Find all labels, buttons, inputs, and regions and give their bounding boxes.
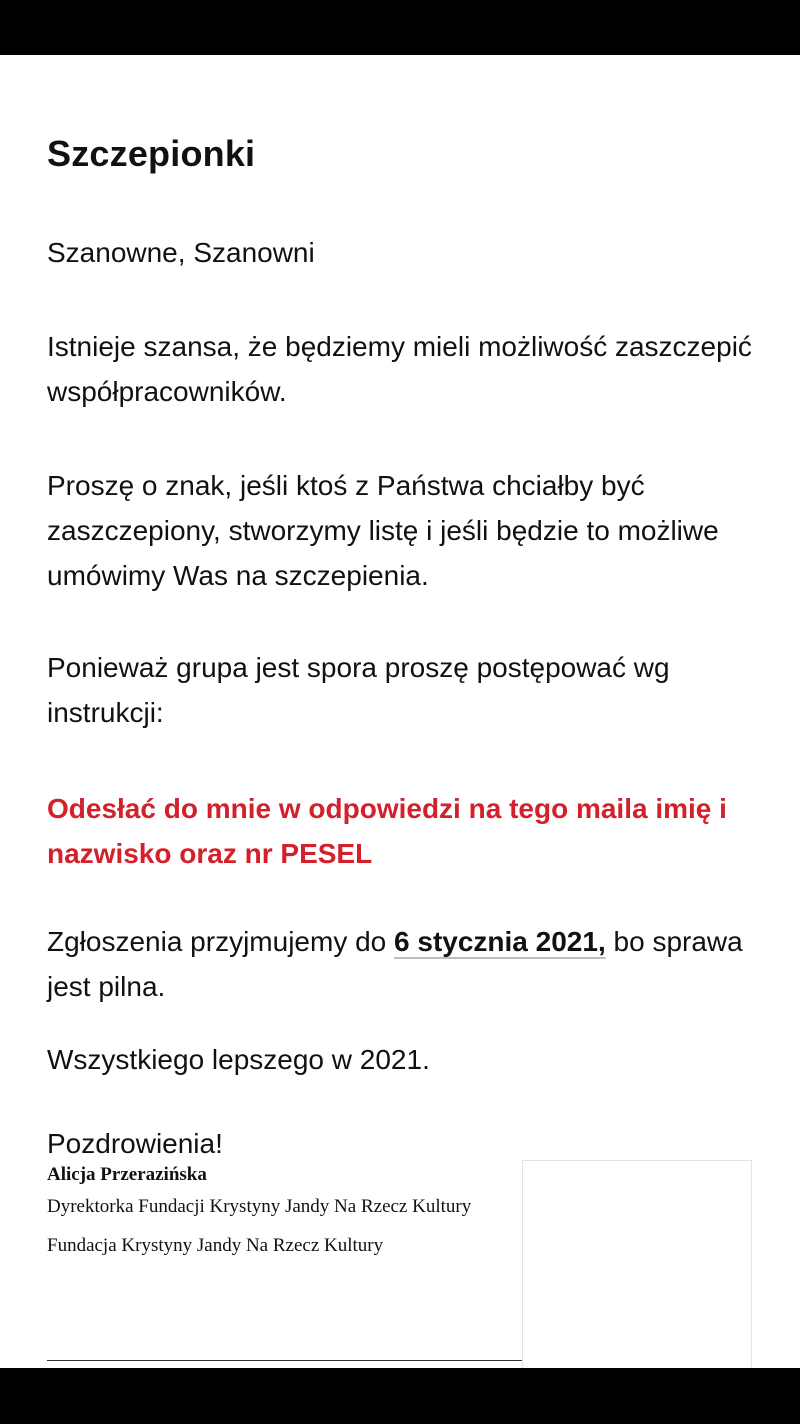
signature-name: Alicja Przerazińska <box>47 1164 207 1185</box>
signature-role: Dyrektorka Fundacji Krystyny Jandy Na Rzecz Kultury <box>47 1196 472 1217</box>
instruction-highlight: Odesłać do mnie w odpowiedzi na tego maila imię i nazwisko oraz nr PESEL <box>47 793 727 869</box>
email-subject: Szczepionki <box>47 133 256 174</box>
deadline-suffix: bo sprawa jest pilna. <box>47 926 743 1002</box>
signature-block <box>47 1163 517 1265</box>
paragraph-deadline <box>47 919 767 1009</box>
paragraph-group: Ponieważ grupa jest spora proszę postępować wg instrukcji: <box>47 652 670 728</box>
signature-image-placeholder <box>522 1160 752 1368</box>
closing-text: Pozdrowienia! <box>47 1128 223 1159</box>
signature-organization: Fundacja Krystyny Jandy Na Rzecz Kultury <box>47 1235 384 1256</box>
email-body[interactable] <box>0 55 800 1368</box>
greeting-text: Szanowne, Szanowni <box>47 237 315 268</box>
wishes-text: Wszystkiego lepszego w 2021. <box>47 1044 430 1075</box>
paragraph-chance: Istnieje szansa, że będziemy mieli możliwość zaszczepić współpracowników. <box>47 331 752 407</box>
signature-divider <box>47 1360 522 1361</box>
bottom-black-bar <box>0 1368 800 1424</box>
deadline-prefix: Zgłoszenia przyjmujemy do <box>47 926 395 957</box>
top-black-bar <box>0 0 800 55</box>
paragraph-request: Proszę o znak, jeśli ktoś z Państwa chciałby być zaszczepiony, stworzymy listę i jeśli będzie to możliwe umówimy Was na szczepienia. <box>47 470 719 591</box>
deadline-date-link[interactable]: 6 stycznia 2021, <box>394 926 606 957</box>
